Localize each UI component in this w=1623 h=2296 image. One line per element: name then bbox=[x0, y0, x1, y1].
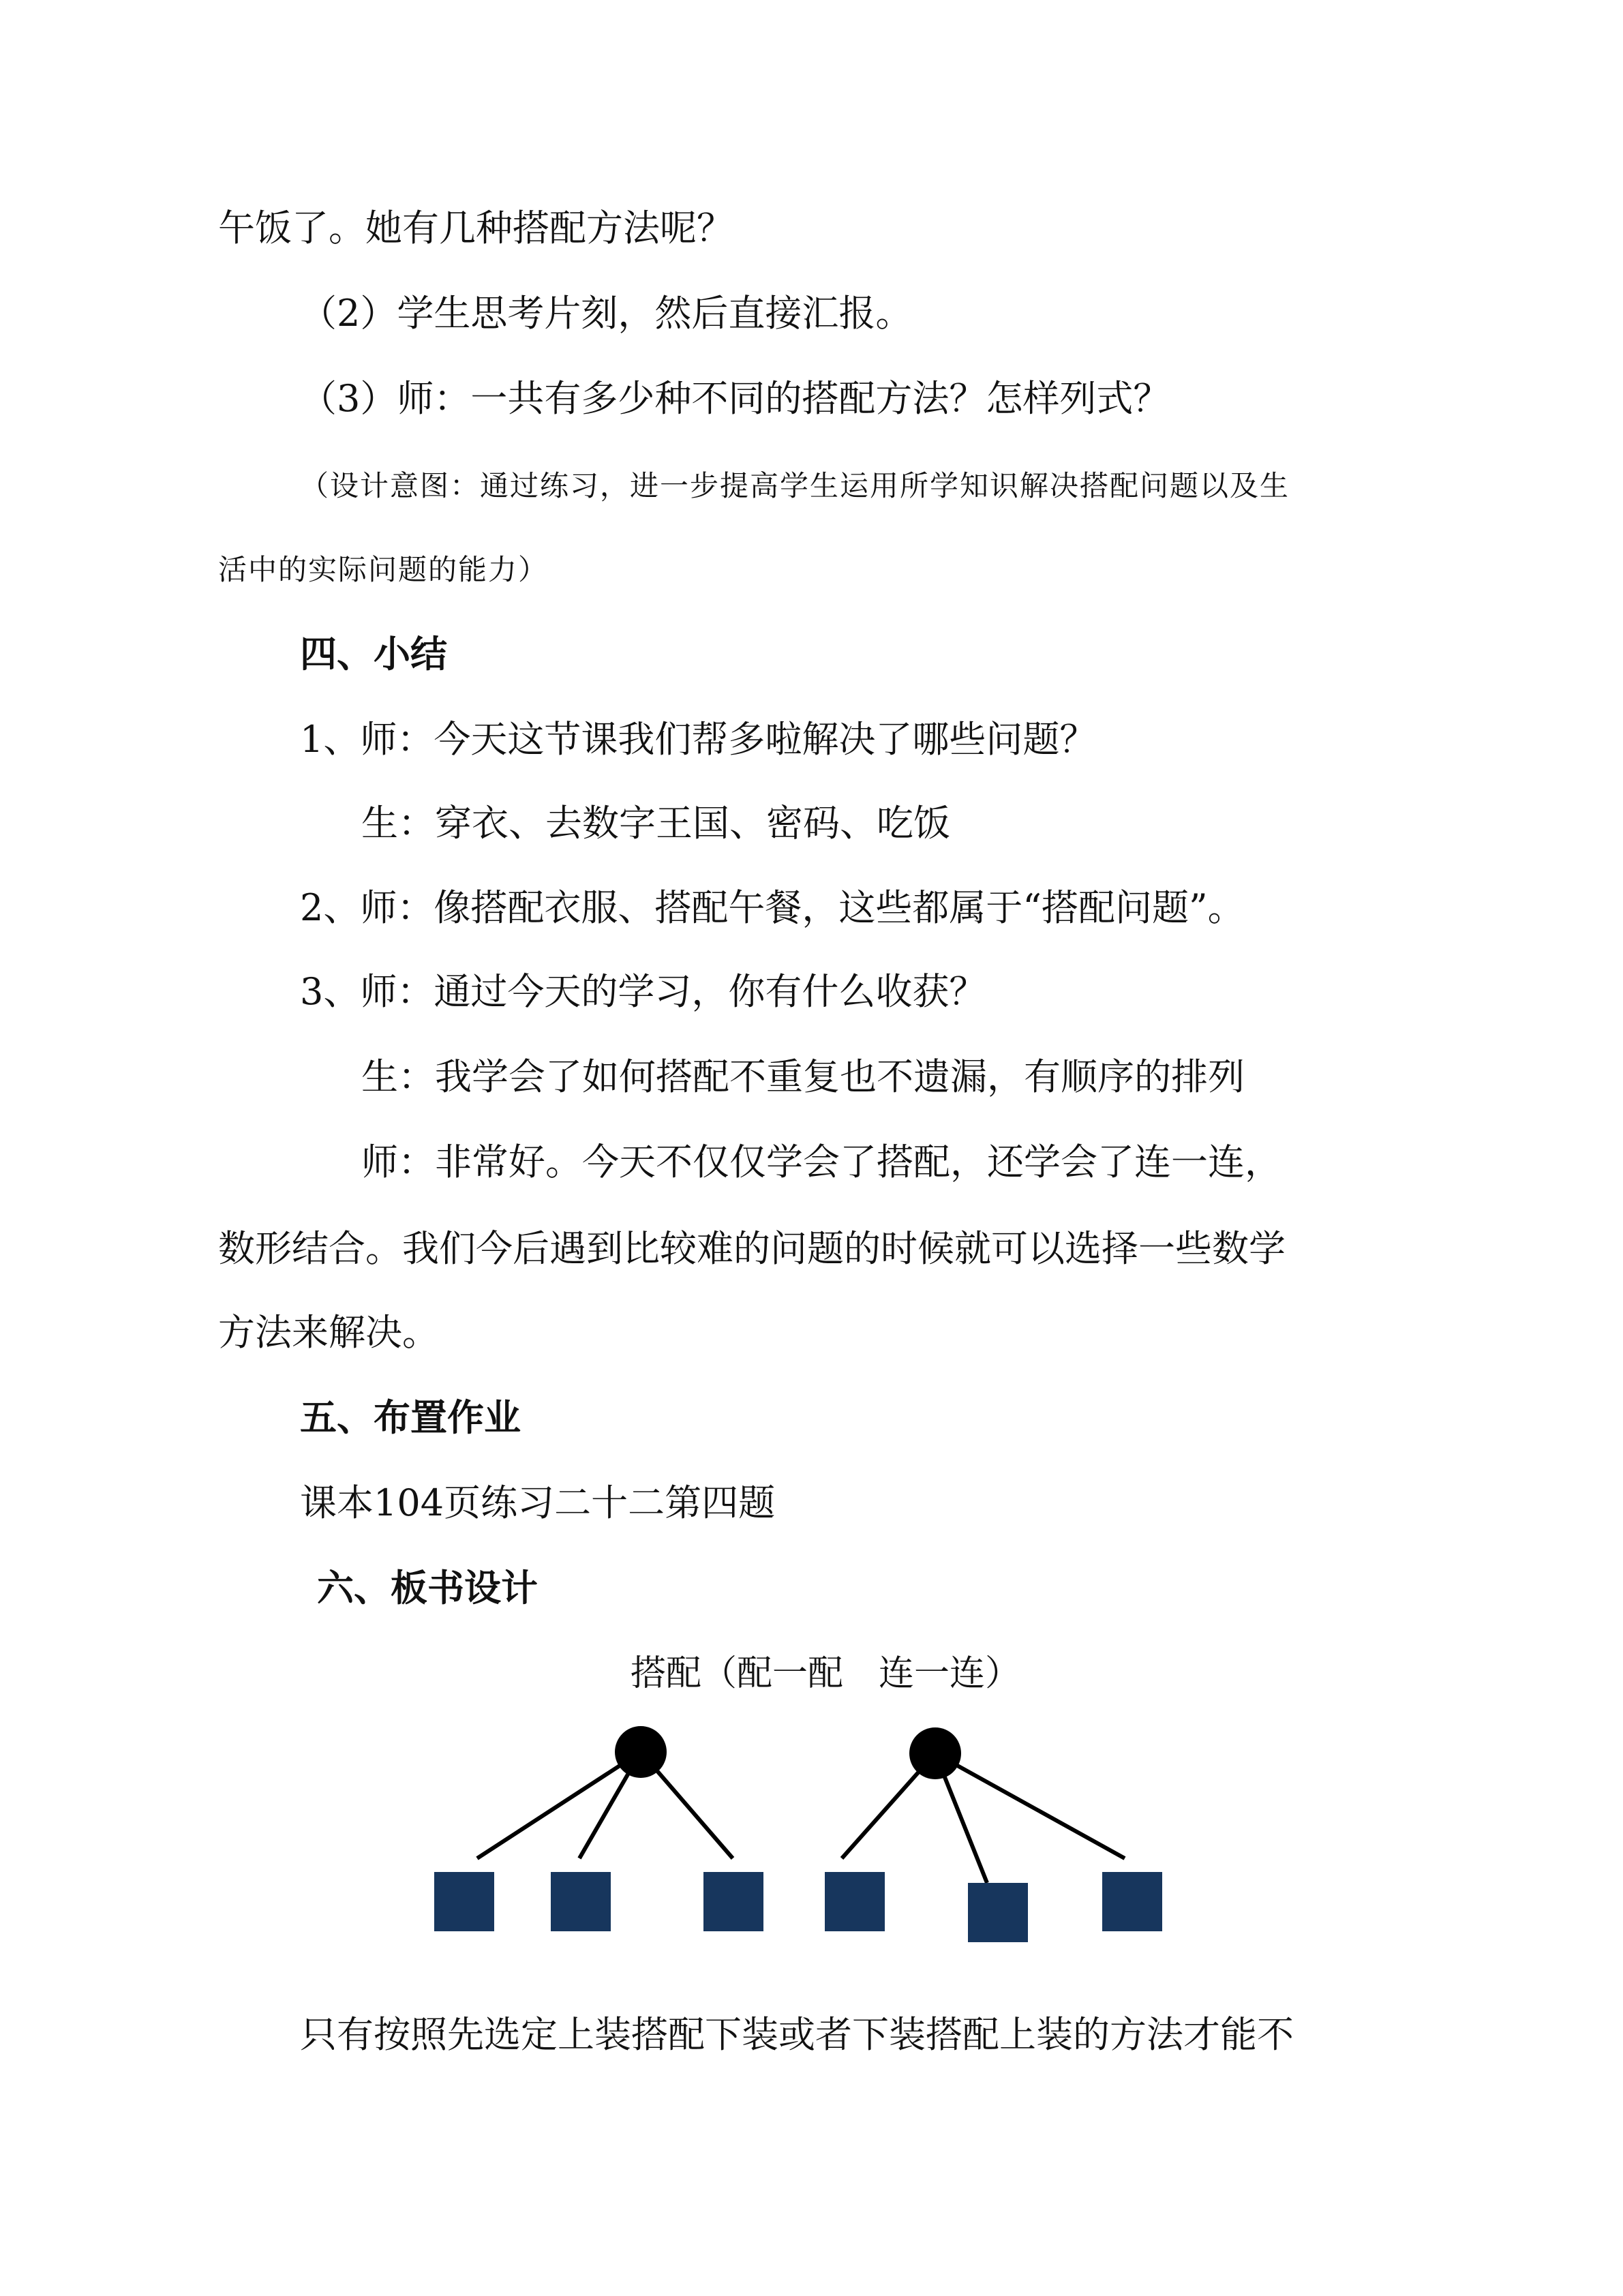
bottom-node-box bbox=[703, 1872, 763, 1931]
bottom-node-box bbox=[434, 1872, 494, 1931]
text-line: 2、师：像搭配衣服、搭配午餐，这些都属于“搭配问题”。 bbox=[300, 886, 1245, 929]
bottom-node-box bbox=[968, 1883, 1028, 1942]
bottom-node-box bbox=[1102, 1872, 1162, 1931]
section-heading-summary: 四、小结 bbox=[300, 633, 447, 676]
text-line: 生：穿衣、去数字王国、密码、吃饭 bbox=[361, 802, 950, 845]
top-node-dot bbox=[909, 1727, 961, 1779]
text-line: 午饭了。她有几种搭配方法呢？ bbox=[218, 207, 733, 250]
bottom-node-box bbox=[551, 1872, 611, 1931]
text-line: 课本104页练习二十二第四题 bbox=[300, 1481, 776, 1524]
edge-line bbox=[935, 1753, 1125, 1858]
top-node-dot bbox=[615, 1726, 667, 1778]
section-heading-board-design: 六、板书设计 bbox=[317, 1567, 538, 1610]
text-line: 生：我学会了如何搭配不重复也不遗漏，有顺序的排列 bbox=[361, 1055, 1245, 1098]
edge-line bbox=[477, 1752, 641, 1858]
text-line: 数形结合。我们今后遇到比较难的问题的时候就可以选择一些数学 bbox=[218, 1227, 1286, 1270]
design-intent-note: （设计意图：通过练习，进一步提高学生运用所学知识解决搭配问题以及生 bbox=[300, 469, 1290, 502]
text-line: 3、师：通过今天的学习，你有什么收获？ bbox=[300, 970, 986, 1013]
text-line: 方法来解决。 bbox=[218, 1311, 439, 1354]
text-line: 只有按照先选定上装搭配下装或者下装搭配上装的方法才能不 bbox=[300, 2013, 1294, 2056]
diagram-edges bbox=[477, 1752, 1125, 1883]
text-line: （2）学生思考片刻，然后直接汇报。 bbox=[300, 292, 913, 335]
diagram-nodes bbox=[615, 1726, 961, 1779]
text-line: 师：非常好。今天不仅仅学会了搭配，还学会了连一连， bbox=[361, 1141, 1281, 1183]
section-heading-homework: 五、布置作业 bbox=[300, 1396, 521, 1439]
text-line: （3）师：一共有多少种不同的搭配方法？怎样列式？ bbox=[300, 377, 1170, 420]
design-intent-note: 活中的实际问题的能力） bbox=[218, 553, 549, 586]
bottom-node-box bbox=[825, 1872, 885, 1931]
text-line: 1、师：今天这节课我们帮多啦解决了哪些问题？ bbox=[300, 718, 1097, 761]
diagram-boxes bbox=[434, 1872, 1162, 1942]
matching-diagram bbox=[0, 1704, 1623, 1963]
board-title: 搭配（配一配 连一连） bbox=[631, 1653, 1021, 1694]
